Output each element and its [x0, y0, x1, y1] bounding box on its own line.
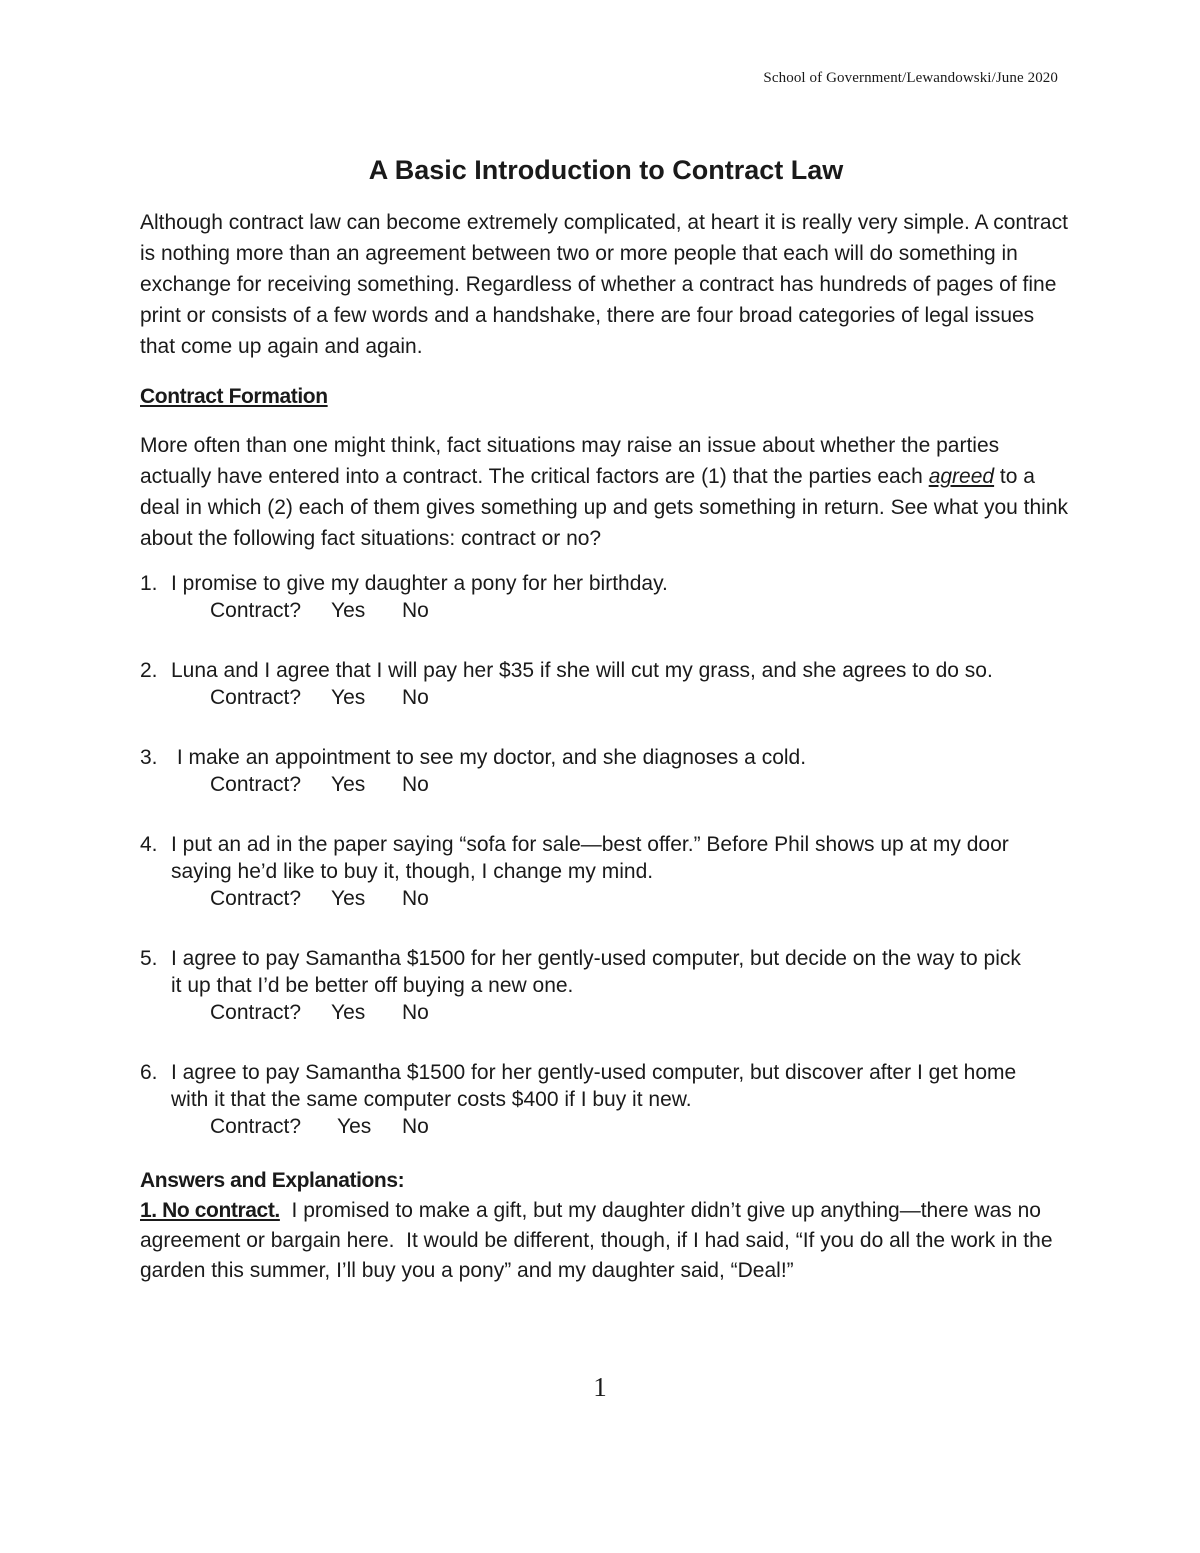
question-number: 6. [140, 1061, 158, 1084]
contract-label: Contract? [210, 773, 302, 796]
yes-option: Yes [337, 1115, 372, 1138]
no-option: No [402, 686, 429, 709]
no-option: No [402, 773, 429, 796]
question-choices [171, 597, 1070, 624]
question-text: I agree to pay Samantha $1500 for her gently-used computer, but decide on the way to pick it up that I’d be better off buying a new one. [171, 947, 1021, 997]
question-number: 1. [140, 572, 158, 595]
question-text: I make an appointment to see my doctor, and she diagnoses a cold. [171, 746, 807, 769]
question-item [140, 943, 1070, 1026]
no-option: No [402, 887, 429, 910]
contract-label: Contract? [210, 599, 302, 622]
answer-1-lead: 1. No contract. [140, 1199, 280, 1222]
question-item [140, 829, 1070, 912]
answer-1-text: I promised to make a gift, but my daughter didn’t give up anything—there was no agreement or bargain here. It would be different, though, if I had said, “If you do all the work in the garden this summer, I’ll buy you a pony” and my daughter said, “Deal!” [140, 1199, 1059, 1282]
no-option: No [402, 1115, 429, 1138]
section-heading-contract-formation: Contract Formation [140, 385, 328, 408]
yes-option: Yes [331, 686, 366, 709]
question-number: 2. [140, 659, 158, 682]
yes-option: Yes [331, 599, 366, 622]
no-option: No [402, 1001, 429, 1024]
question-text: Luna and I agree that I will pay her $35 if she will cut my grass, and she agrees to do so. [171, 659, 993, 682]
formation-paragraph [140, 430, 1070, 554]
yes-option: Yes [331, 773, 366, 796]
question-choices [171, 885, 1070, 912]
question-number: 3. [140, 746, 158, 769]
contract-label: Contract? [210, 887, 302, 910]
question-item [140, 655, 1070, 711]
question-choices [171, 684, 1070, 711]
question-choices [171, 1113, 1070, 1140]
answer-1 [140, 1196, 1070, 1286]
question-text: I agree to pay Samantha $1500 for her gently-used computer, but discover after I get home with it that the same computer costs $400 if I buy it new. [171, 1061, 1017, 1111]
question-list [140, 568, 1070, 1140]
question-choices [171, 999, 1070, 1026]
contract-label: Contract? [210, 1115, 302, 1138]
document-body [140, 153, 1070, 1286]
formation-text-part1: More often than one might think, fact situations may raise an issue about whether the parties actually have entered into a contract. The critical factors are (1) that the parties each [140, 434, 1000, 488]
answers-heading: Answers and Explanations: [140, 1169, 405, 1192]
running-head: School of Government/Lewandowski/June 2020 [763, 70, 1058, 86]
intro-paragraph: Although contract law can become extremely complicated, at heart it is really very simple. A contract is nothing more than an agreement between two or more people that each will do something in exchange for receiving something. Regardless of whether a contract has hundreds of pages of fine print or consists of a few words and a handshake, there are four broad categories of legal issues that come up again and again. [140, 211, 1068, 358]
document-title: A Basic Introduction to Contract Law [368, 155, 844, 185]
question-item [140, 742, 1070, 798]
yes-option: Yes [331, 887, 366, 910]
formation-emphasis: agreed [928, 465, 995, 488]
question-text: I promise to give my daughter a pony for her birthday. [171, 572, 668, 595]
question-number: 5. [140, 947, 158, 970]
question-item [140, 1057, 1070, 1140]
formation-text-part2: to a deal in which (2) each of them gives something up and gets something in return. See what you think about the following fact situations: contract or no? [140, 465, 1069, 550]
question-item [140, 568, 1070, 624]
question-choices [171, 771, 1070, 798]
no-option: No [402, 599, 429, 622]
contract-label: Contract? [210, 1001, 302, 1024]
question-number: 4. [140, 833, 158, 856]
yes-option: Yes [331, 1001, 366, 1024]
question-text: I put an ad in the paper saying “sofa for sale—best offer.” Before Phil shows up at my door saying he’d like to buy it, though, I change my mind. [171, 833, 1009, 883]
contract-label: Contract? [210, 686, 302, 709]
page-number: 1 [593, 1372, 607, 1402]
